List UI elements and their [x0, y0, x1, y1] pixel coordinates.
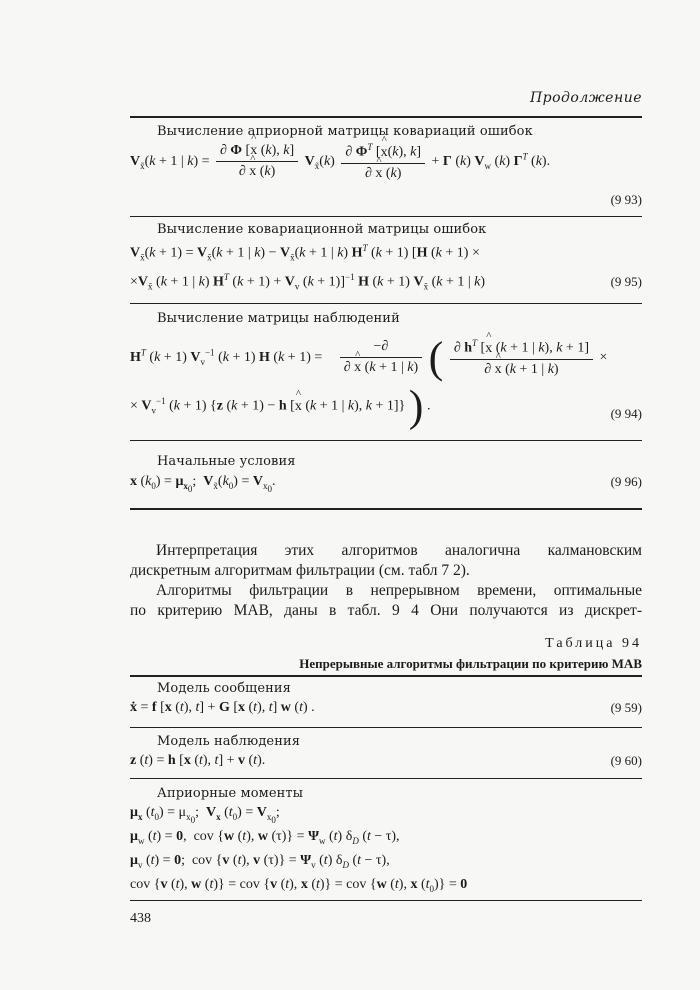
equation-prior-moments-4: cov {v (t), w (t)} = cov {v (t), x (t)} = cov {w (t), x $(t_0)\} = 0$	[130, 877, 468, 894]
eq-number-9-93: (9 93)	[610, 192, 642, 207]
section-label-observation-matrix: Вычисление матрицы наблюдений	[157, 311, 400, 326]
eq-number-9-59: (9 59)	[610, 700, 642, 715]
eq-number-9-94: (9 94)	[610, 406, 642, 421]
section-rule	[130, 303, 642, 304]
section-label-prior-moments: Априорные моменты	[157, 786, 304, 801]
section-label-observation-model: Модель наблюдения	[157, 734, 301, 749]
continuation-label: Продолжение	[529, 90, 642, 106]
section-rule	[130, 216, 642, 217]
equation-9-94-line2: × $V_v^{-1}$ (k + 1) {z (k + 1) − h [^ x (k + 1 | k), k + 1]} ) .	[130, 396, 430, 415]
equation-9-60: z (t) = h [x (t), t] + v (t).	[130, 753, 266, 768]
equation-9-59: ẋ = f [x (t), t] + G [x (t), t] w (t) .	[130, 700, 315, 715]
paragraph-line: дискретным алгоритмам фильтрации (см. табл 7 2).	[130, 562, 470, 579]
body-paragraph-2	[130, 581, 642, 621]
section-label-message-model: Модель сообщения	[157, 681, 291, 696]
paragraph-line: Интерпретация этих алгоритмов аналогична калмановским	[156, 542, 642, 559]
table-bottom-rule	[130, 508, 642, 510]
section-label-prior-covariance: Вычисление априорной матрицы ковариаций ошибок	[157, 124, 533, 139]
equation-9-93: $V_{x̃}(k + 1$ | k) = $\frac{\partial \Phi [\^{} x (k), k]}{\partial \^{} x (k)}$ $V_{x̃}(k)$ $\frac{\partial \Phi^T [\^{} x(k), k]}{\partial \^{} x (k)}$ + Γ (k) $V_w$ (k) $\Gamma^T$ (k).	[130, 142, 550, 182]
eq-number-9-96: (9 96)	[610, 474, 642, 489]
paragraph-line: по критерию МАВ, даны в табл. 9 4 Они получаются из дискрет-	[130, 602, 642, 619]
page-number: 438	[130, 911, 151, 926]
table-title: Непрерывные алгоритмы фильтрации по критерию МАВ	[299, 656, 642, 671]
equation-9-96: x $(k_0) = \mu_{x_0}$; $V_{x̃}(k_0) = V_{x_0}$.	[130, 474, 276, 494]
paragraph-line: Алгоритмы фильтрации в непрерывном времени, оптимальные	[156, 582, 642, 599]
eq-number-9-95: (9 95)	[610, 274, 642, 289]
body-paragraph-1	[130, 541, 642, 581]
section-rule	[130, 440, 642, 441]
section-rule	[130, 778, 642, 779]
equation-9-95-line2: $\times V_{x̃}$ (k + 1 | k) $H^T$ $(k + 1) + V_v$ (k + 1)]$^{-1}$ H (k + 1) $V_{x̃}$ (k + 1 | k)	[130, 272, 486, 292]
section-rule	[130, 900, 642, 901]
equation-prior-moments-1: $\mu_x$ $(t_0) = \mu_{x_0}$; $V_x$ $(t_0) = V_{x_0}$;	[130, 805, 280, 825]
table-number-label: Таблица 94	[545, 636, 642, 651]
equation-prior-moments-3: $\mu_v$ (t) = 0; cov {v (t), v $(\tau)\} = \Psi_v$ (t) $\delta_D$ (t − τ),	[130, 853, 390, 870]
section-rule	[130, 727, 642, 728]
equation-9-94-line1: $H^T$ (k + 1) $V_v^{-1}$ (k + 1) H (k + 1) = $\frac{-\partial}{\partial \^{} x (k + 1 | k)}$ ( $\frac{\partial h^T [\^{} x (k + 1 | k), k + 1]}{\partial \^{} x (k + 1 | k)}$ ×	[130, 338, 607, 378]
section-label-initial-conditions: Начальные условия	[157, 454, 296, 469]
table-top-rule	[130, 675, 642, 677]
section-label-covariance: Вычисление ковариационной матрицы ошибок	[157, 222, 487, 237]
top-rule	[130, 116, 642, 118]
equation-prior-moments-2: $\mu_w$ (t) = 0, cov {w (t), w $(\tau)\} = \Psi_w$ (t) $\delta_D$ (t − τ),	[130, 829, 400, 846]
equation-9-95-line1: $V_{x̃}(k + 1) = V_{x̃}(k + 1$ | $k) - V_{x̃}(k + 1$ | k) $H^T$ (k + 1) [H (k + 1) ×	[130, 243, 480, 263]
eq-number-9-60: (9 60)	[610, 753, 642, 768]
